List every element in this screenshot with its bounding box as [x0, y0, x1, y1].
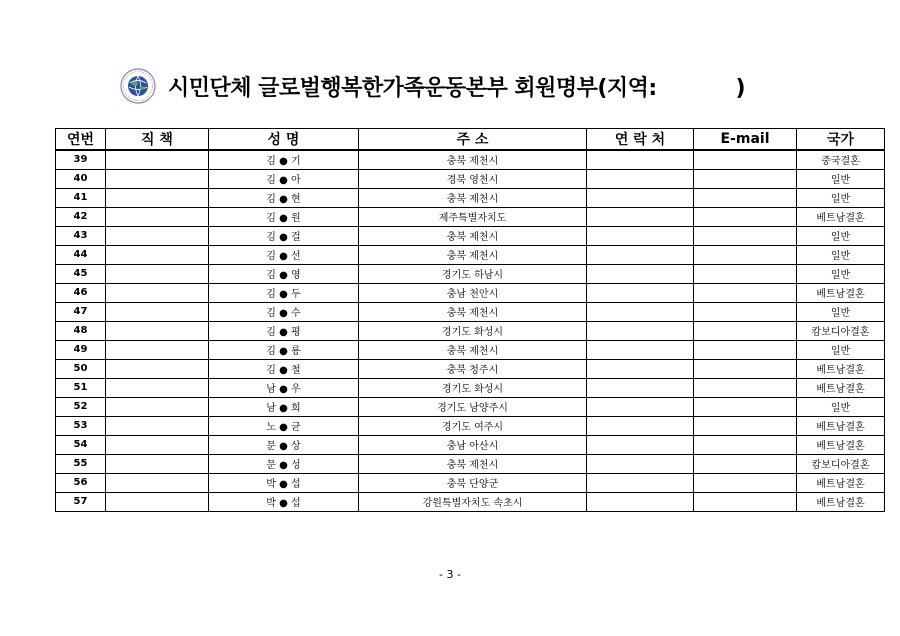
cell-number: 51: [56, 378, 106, 397]
cell-contact: [587, 397, 694, 416]
cell-country: 일반: [797, 397, 885, 416]
cell-address: 충북 제천시: [359, 150, 587, 169]
cell-name: 김 ● 평: [209, 321, 359, 340]
table-row: [56, 150, 885, 169]
cell-number: 46: [56, 283, 106, 302]
cell-country: 베트남결혼: [797, 416, 885, 435]
cell-email: [694, 435, 797, 454]
cell-position: [106, 264, 209, 283]
cell-country: 베트남결혼: [797, 473, 885, 492]
table-row: [56, 302, 885, 321]
cell-position: [106, 473, 209, 492]
cell-number: 40: [56, 169, 106, 188]
cell-country: 일반: [797, 264, 885, 283]
cell-address: 충북 제천시: [359, 245, 587, 264]
cell-address: 경북 영천시: [359, 169, 587, 188]
cell-name: 문 ● 상: [209, 435, 359, 454]
cell-address: 제주특별자치도: [359, 207, 587, 226]
cell-position: [106, 188, 209, 207]
table-row: [56, 359, 885, 378]
cell-email: [694, 492, 797, 511]
cell-contact: [587, 207, 694, 226]
cell-name: 김 ● 현: [209, 188, 359, 207]
cell-name: 김 ● 원: [209, 207, 359, 226]
cell-name: 김 ● 두: [209, 283, 359, 302]
column-header-number: 연번: [56, 129, 106, 151]
cell-address: 강원특별자치도 속초시: [359, 492, 587, 511]
table-row: [56, 169, 885, 188]
cell-country: 일반: [797, 188, 885, 207]
cell-email: [694, 473, 797, 492]
cell-position: [106, 454, 209, 473]
cell-country: 베트남결혼: [797, 207, 885, 226]
cell-position: [106, 340, 209, 359]
cell-email: [694, 169, 797, 188]
cell-number: 50: [56, 359, 106, 378]
cell-address: 경기도 여주시: [359, 416, 587, 435]
member-roster-table: [55, 128, 885, 512]
table-row: [56, 435, 885, 454]
cell-country: 캄보디아결혼: [797, 454, 885, 473]
cell-contact: [587, 188, 694, 207]
cell-contact: [587, 245, 694, 264]
cell-number: 39: [56, 150, 106, 169]
cell-email: [694, 378, 797, 397]
cell-number: 55: [56, 454, 106, 473]
cell-number: 48: [56, 321, 106, 340]
cell-address: 충남 아산시: [359, 435, 587, 454]
cell-contact: [587, 435, 694, 454]
table-row: [56, 416, 885, 435]
cell-contact: [587, 302, 694, 321]
cell-email: [694, 416, 797, 435]
cell-country: 중국결혼: [797, 150, 885, 169]
table-row: [56, 454, 885, 473]
cell-number: 54: [56, 435, 106, 454]
cell-contact: [587, 359, 694, 378]
cell-contact: [587, 340, 694, 359]
cell-position: [106, 207, 209, 226]
cell-number: 44: [56, 245, 106, 264]
cell-email: [694, 264, 797, 283]
cell-email: [694, 302, 797, 321]
cell-position: [106, 283, 209, 302]
column-header-country: 국가: [797, 129, 885, 151]
cell-address: 경기도 화성시: [359, 378, 587, 397]
cell-country: 일반: [797, 169, 885, 188]
cell-address: 충북 제천시: [359, 454, 587, 473]
cell-position: [106, 321, 209, 340]
cell-position: [106, 378, 209, 397]
cell-name: 김 ● 영: [209, 264, 359, 283]
column-header-position: 직 책: [106, 129, 209, 151]
table-row: [56, 264, 885, 283]
cell-address: 충북 단양군: [359, 473, 587, 492]
cell-email: [694, 359, 797, 378]
cell-email: [694, 245, 797, 264]
cell-country: 베트남결혼: [797, 283, 885, 302]
cell-name: 김 ● 아: [209, 169, 359, 188]
cell-name: 김 ● 수: [209, 302, 359, 321]
cell-email: [694, 188, 797, 207]
cell-address: 충북 제천시: [359, 188, 587, 207]
cell-email: [694, 226, 797, 245]
cell-contact: [587, 169, 694, 188]
cell-name: 문 ● 성: [209, 454, 359, 473]
cell-country: 일반: [797, 245, 885, 264]
cell-email: [694, 340, 797, 359]
cell-country: 베트남결혼: [797, 378, 885, 397]
cell-country: 베트남결혼: [797, 359, 885, 378]
cell-number: 43: [56, 226, 106, 245]
table-row: [56, 321, 885, 340]
cell-email: [694, 283, 797, 302]
cell-position: [106, 492, 209, 511]
table-row: [56, 245, 885, 264]
cell-country: 일반: [797, 226, 885, 245]
cell-email: [694, 207, 797, 226]
cell-contact: [587, 416, 694, 435]
cell-address: 경기도 화성시: [359, 321, 587, 340]
cell-name: 박 ● 섭: [209, 473, 359, 492]
table-row: [56, 492, 885, 511]
cell-position: [106, 150, 209, 169]
table-row: [56, 283, 885, 302]
cell-address: 충북 청주시: [359, 359, 587, 378]
cell-position: [106, 435, 209, 454]
cell-address: 경기도 하남시: [359, 264, 587, 283]
cell-name: 김 ● 선: [209, 245, 359, 264]
cell-address: 경기도 남양주시: [359, 397, 587, 416]
column-header-address: 주 소: [359, 129, 587, 151]
cell-number: 45: [56, 264, 106, 283]
cell-email: [694, 150, 797, 169]
table-row: [56, 473, 885, 492]
cell-position: [106, 226, 209, 245]
cell-country: 일반: [797, 340, 885, 359]
cell-address: 충북 제천시: [359, 302, 587, 321]
column-header-name: 성 명: [209, 129, 359, 151]
cell-name: 김 ● 룡: [209, 340, 359, 359]
cell-contact: [587, 492, 694, 511]
cell-contact: [587, 473, 694, 492]
cell-position: [106, 359, 209, 378]
table-row: [56, 188, 885, 207]
cell-contact: [587, 283, 694, 302]
cell-number: 53: [56, 416, 106, 435]
table-row: [56, 340, 885, 359]
cell-name: 박 ● 섭: [209, 492, 359, 511]
cell-number: 49: [56, 340, 106, 359]
cell-contact: [587, 226, 694, 245]
cell-number: 42: [56, 207, 106, 226]
cell-number: 41: [56, 188, 106, 207]
cell-email: [694, 397, 797, 416]
cell-email: [694, 321, 797, 340]
cell-contact: [587, 321, 694, 340]
cell-address: 충북 제천시: [359, 226, 587, 245]
cell-country: 베트남결혼: [797, 435, 885, 454]
page-number: - 3 -: [439, 568, 461, 581]
column-header-contact: 연 락 처: [587, 129, 694, 151]
document-header: [120, 66, 745, 106]
cell-position: [106, 397, 209, 416]
cell-address: 충북 제천시: [359, 340, 587, 359]
page-title: 시민단체 글로벌행복한가족운동본부 회원명부(지역: ): [168, 75, 746, 101]
table-row: [56, 207, 885, 226]
cell-contact: [587, 454, 694, 473]
cell-country: 캄보디아결혼: [797, 321, 885, 340]
cell-name: 남 ● 우: [209, 378, 359, 397]
column-header-email: E-mail: [694, 129, 797, 151]
cell-number: 52: [56, 397, 106, 416]
table-row: [56, 226, 885, 245]
cell-position: [106, 245, 209, 264]
cell-email: [694, 454, 797, 473]
cell-number: 57: [56, 492, 106, 511]
cell-number: 47: [56, 302, 106, 321]
organization-globe-seal-icon: [120, 68, 156, 104]
cell-position: [106, 169, 209, 188]
cell-name: 김 ● 걸: [209, 226, 359, 245]
cell-address: 충남 천안시: [359, 283, 587, 302]
cell-name: 노 ● 균: [209, 416, 359, 435]
cell-contact: [587, 264, 694, 283]
cell-contact: [587, 150, 694, 169]
table-body: [56, 150, 885, 511]
cell-contact: [587, 378, 694, 397]
table-row: [56, 397, 885, 416]
cell-position: [106, 302, 209, 321]
table-header-row: [56, 129, 885, 151]
cell-name: 김 ● 철: [209, 359, 359, 378]
cell-country: 일반: [797, 302, 885, 321]
cell-country: 베트남결혼: [797, 492, 885, 511]
cell-position: [106, 416, 209, 435]
cell-number: 56: [56, 473, 106, 492]
table-row: [56, 378, 885, 397]
cell-name: 남 ● 희: [209, 397, 359, 416]
cell-name: 김 ● 기: [209, 150, 359, 169]
